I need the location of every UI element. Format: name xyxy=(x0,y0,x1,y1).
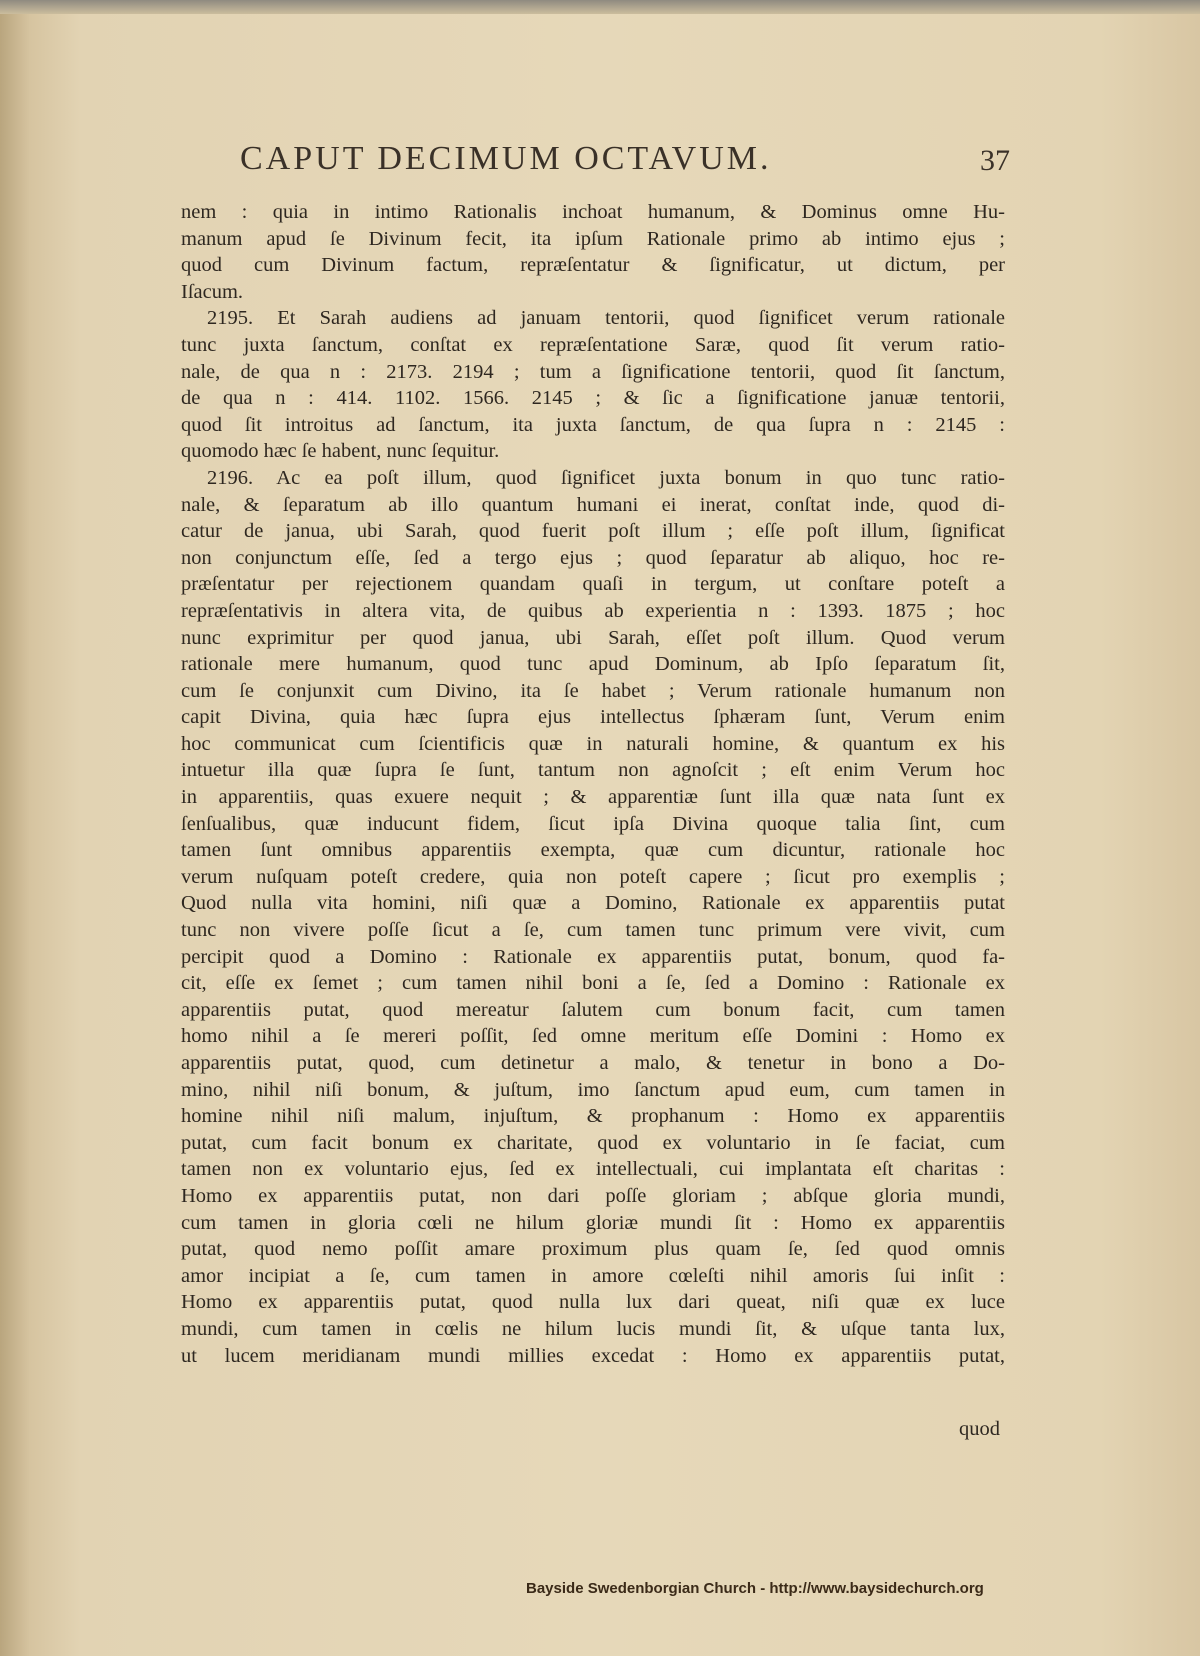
text-line: intuetur illa quæ ſupra ſe ſunt, tantum non agnoſcit ; eſt enim Verum hoc xyxy=(181,759,1005,782)
text-line: homine nihil niſi malum, injuſtum, & prophanum : Homo ex apparentiis xyxy=(181,1105,1005,1128)
text-line: Homo ex apparentiis putat, non dari poſſe gloriam ; abſque gloria mundi, xyxy=(181,1184,1005,1207)
text-line: nunc exprimitur per quod janua, ubi Sarah, eſſet poſt illum. Quod verum xyxy=(181,626,1005,649)
text-line: hoc communicat cum ſcientificis quæ in naturali homine, & quantum ex his xyxy=(181,732,1005,755)
text-line: ſenſualibus, quæ inducunt fidem, ſicut ipſa Divina quoque talia ſint, cum xyxy=(181,812,1005,835)
text-line: manum apud ſe Divinum fecit, ita ipſum Rationale primo ab intimo ejus ; xyxy=(181,227,1005,250)
text-line: repræſentativis in altera vita, de quibus ab experientia n : 1393. 1875 ; hoc xyxy=(181,599,1005,622)
text-line: mino, nihil niſi bonum, & juſtum, imo ſanctum apud eum, cum tamen in xyxy=(181,1078,1005,1101)
text-line: verum nuſquam poteſt credere, quia non poteſt capere ; ſicut pro exemplis ; xyxy=(181,865,1005,888)
text-line: tunc non vivere poſſe ſicut a ſe, cum tamen tunc primum vere vivit, cum xyxy=(181,919,1005,942)
text-line: catur de janua, ubi Sarah, quod fuerit poſt illum ; eſſe poſt illum, ſignificat xyxy=(181,520,1005,543)
text-line: mundi, cum tamen in cœlis ne hilum lucis mundi ſit, & uſque tanta lux, xyxy=(181,1317,1005,1340)
text-line: Iſacum. xyxy=(181,280,244,303)
body-text xyxy=(181,199,1005,1369)
paragraph-2195-start: 2195. Et Sarah audiens ad januam tentorii, quod ſignificet verum rationale xyxy=(207,307,1005,330)
text-line: præſentatur per rejectionem quandam quaſi in tergum, ut conſtare poteſt a xyxy=(181,573,1005,596)
text-line: percipit quod a Domino : Rationale ex apparentiis putat, bonum, quod fa- xyxy=(181,945,1005,968)
text-line: quod ſit introitus ad ſanctum, ita juxta ſanctum, de qua ſupra n : 2145 : xyxy=(181,413,1005,436)
text-line: tunc juxta ſanctum, conſtat ex repræſentatione Saræ, quod ſit verum ratio- xyxy=(181,333,1005,356)
page-number: 37 xyxy=(980,144,1010,177)
text-line: putat, cum facit bonum ex charitate, quod ex voluntario in ſe faciat, cum xyxy=(181,1131,1005,1154)
text-line: quomodo hæc ſe habent, nunc ſequitur. xyxy=(181,440,500,463)
text-line: nem : quia in intimo Rationalis inchoat humanum, & Dominus omne Hu- xyxy=(181,201,1005,223)
source-watermark: Bayside Swedenborgian Church - http://www.baysidechurch.org xyxy=(526,1580,984,1597)
text-line: amor incipiat a ſe, cum tamen in amore cœleſti nihil amoris ſui inſit : xyxy=(181,1264,1005,1287)
paragraph-2196-start: 2196. Ac ea poſt illum, quod ſignificet juxta bonum in quo tunc ratio- xyxy=(207,466,1005,489)
text-line: Quod nulla vita homini, niſi quæ a Domino, Rationale ex apparentiis putat xyxy=(181,892,1005,915)
text-line: de qua n : 414. 1102. 1566. 2145 ; & ſic a ſignificatione januæ tentorii, xyxy=(181,387,1005,410)
catchword: quod xyxy=(959,1418,1000,1440)
text-line: ut lucem meridianam mundi millies excedat : Homo ex apparentiis putat, xyxy=(181,1344,1005,1367)
text-line: tamen non ex voluntario ejus, ſed ex intellectuali, cui implantata eſt charitas : xyxy=(181,1158,1005,1181)
text-line: Homo ex apparentiis putat, quod nulla lux dari queat, niſi quæ ex luce xyxy=(181,1291,1005,1314)
text-line: putat, quod nemo poſſit amare proximum plus quam ſe, ſed quod omnis xyxy=(181,1238,1005,1261)
text-line: homo nihil a ſe mereri poſſit, ſed omne meritum eſſe Domini : Homo ex xyxy=(181,1025,1005,1048)
text-line: capit Divina, quia hæc ſupra ejus intellectus ſphæram ſunt, Verum enim xyxy=(181,706,1005,729)
text-line: nale, de qua n : 2173. 2194 ; tum a ſignificatione tentorii, quod ſit ſanctum, xyxy=(181,360,1005,383)
text-line: cum ſe conjunxit cum Divino, ita ſe habet ; Verum rationale humanum non xyxy=(181,679,1005,702)
running-head: CAPUT DECIMUM OCTAVUM. xyxy=(240,140,772,177)
text-line: rationale mere humanum, quod tunc apud Dominum, ab Ipſo ſeparatum ſit, xyxy=(181,653,1005,676)
text-line: in apparentiis, quas exuere nequit ; & apparentiæ ſunt illa quæ nata ſunt ex xyxy=(181,786,1005,809)
text-line: cit, eſſe ex ſemet ; cum tamen nihil boni a ſe, ſed a Domino : Rationale ex xyxy=(181,972,1005,995)
text-line: nale, & ſeparatum ab illo quantum humani ei inerat, conſtat inde, quod di- xyxy=(181,493,1005,516)
page-header xyxy=(240,140,1010,190)
text-line: apparentiis putat, quod, cum detinetur a malo, & tenetur in bono a Do- xyxy=(181,1052,1005,1074)
text-line: cum tamen in gloria cœli ne hilum gloriæ mundi ſit : Homo ex apparentiis xyxy=(181,1211,1005,1234)
text-line: non conjunctum eſſe, ſed a tergo ejus ; quod ſeparatur ab aliquo, hoc re- xyxy=(181,546,1005,569)
text-line: quod cum Divinum factum, repræſentatur & ſignificatur, ut dictum, per xyxy=(181,254,1005,277)
text-line: apparentiis putat, quod mereatur ſalutem cum bonum facit, cum tamen xyxy=(181,998,1005,1021)
text-line: tamen ſunt omnibus apparentiis exempta, quæ cum dicuntur, rationale hoc xyxy=(181,839,1005,862)
